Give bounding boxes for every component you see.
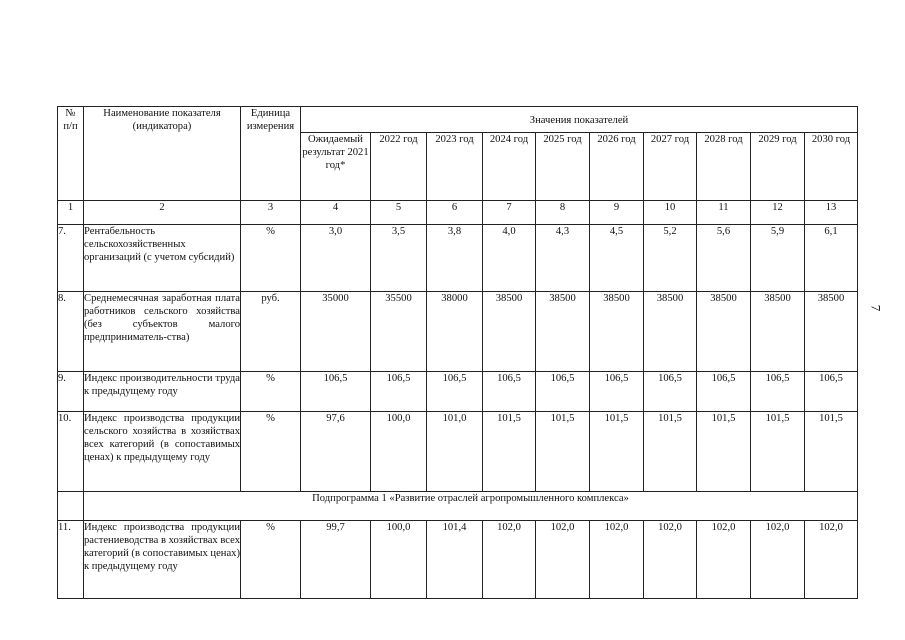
value-cell: 101,5 — [805, 412, 858, 492]
column-number-row — [58, 201, 858, 225]
column-number: 8 — [536, 201, 590, 225]
value-cell: 106,5 — [751, 372, 805, 412]
year-header: 2027 год — [644, 133, 697, 201]
row-number: 10. — [58, 412, 84, 492]
value-cell: 101,5 — [644, 412, 697, 492]
value-cell: 38000 — [427, 292, 483, 372]
value-cell: 106,5 — [371, 372, 427, 412]
value-cell: 101,5 — [536, 412, 590, 492]
header-no: № п/п — [58, 107, 84, 201]
column-number: 11 — [697, 201, 751, 225]
value-cell: 106,5 — [590, 372, 644, 412]
subprogram-title: Подпрограмма 1 «Развитие отраслей агропромышленного комплекса» — [84, 492, 858, 521]
value-cell: 101,5 — [697, 412, 751, 492]
indicator-name: Среднемесячная заработная плата работников сельского хозяйства (без субъектов малого предприниматель-ства) — [84, 292, 241, 372]
unit-cell: % — [241, 412, 301, 492]
column-number: 9 — [590, 201, 644, 225]
year-header: 2025 год — [536, 133, 590, 201]
value-cell: 101,5 — [751, 412, 805, 492]
value-cell: 102,0 — [590, 521, 644, 599]
unit-cell: % — [241, 372, 301, 412]
column-number: 6 — [427, 201, 483, 225]
year-header: 2030 год — [805, 133, 858, 201]
header-row-top — [58, 107, 858, 133]
column-number: 10 — [644, 201, 697, 225]
table-row — [58, 521, 858, 599]
value-cell: 100,0 — [371, 521, 427, 599]
value-cell: 4,0 — [483, 225, 536, 292]
column-number: 2 — [84, 201, 241, 225]
value-cell: 38500 — [590, 292, 644, 372]
value-cell: 102,0 — [751, 521, 805, 599]
year-header: 2024 год — [483, 133, 536, 201]
indicator-name: Рентабельность сельскохозяйственных организаций (с учетом субсидий) — [84, 225, 241, 292]
value-cell: 106,5 — [697, 372, 751, 412]
page-number: 7 — [868, 304, 884, 312]
value-cell: 4,5 — [590, 225, 644, 292]
value-cell: 99,7 — [301, 521, 371, 599]
header-values: Значения показателей — [301, 107, 858, 133]
value-cell: 3,8 — [427, 225, 483, 292]
column-number: 1 — [58, 201, 84, 225]
value-cell: 106,5 — [427, 372, 483, 412]
year-header: 2023 год — [427, 133, 483, 201]
value-cell: 3,5 — [371, 225, 427, 292]
value-cell: 102,0 — [536, 521, 590, 599]
table-row — [58, 372, 858, 412]
year-header: 2029 год — [751, 133, 805, 201]
value-cell: 38500 — [536, 292, 590, 372]
value-cell: 38500 — [805, 292, 858, 372]
value-cell: 38500 — [483, 292, 536, 372]
indicator-name: Индекс производительности труда к предыдущему году — [84, 372, 241, 412]
column-number: 4 — [301, 201, 371, 225]
indicators-table — [57, 106, 858, 599]
value-cell: 97,6 — [301, 412, 371, 492]
table-row — [58, 225, 858, 292]
value-cell: 106,5 — [644, 372, 697, 412]
value-cell: 102,0 — [483, 521, 536, 599]
year-header: 2022 год — [371, 133, 427, 201]
indicator-name: Индекс производства продукции растениеводства в хозяйствах всех категорий (в сопоставимых ценах) к предыдущему году — [84, 521, 241, 599]
column-number: 12 — [751, 201, 805, 225]
column-number: 7 — [483, 201, 536, 225]
value-cell: 101,5 — [483, 412, 536, 492]
value-cell: 3,0 — [301, 225, 371, 292]
column-number: 3 — [241, 201, 301, 225]
table-row — [58, 412, 858, 492]
value-cell: 35000 — [301, 292, 371, 372]
unit-cell: % — [241, 521, 301, 599]
value-cell: 5,2 — [644, 225, 697, 292]
value-cell: 101,5 — [590, 412, 644, 492]
value-cell: 100,0 — [371, 412, 427, 492]
header-unit: Единица измерения — [241, 107, 301, 201]
year-header: 2026 год — [590, 133, 644, 201]
row-number: 7. — [58, 225, 84, 292]
value-cell: 106,5 — [805, 372, 858, 412]
value-cell: 101,4 — [427, 521, 483, 599]
header-name: Наименование показателя (индикатора) — [84, 107, 241, 201]
value-cell: 101,0 — [427, 412, 483, 492]
value-cell: 38500 — [697, 292, 751, 372]
value-cell: 38500 — [751, 292, 805, 372]
value-cell: 102,0 — [697, 521, 751, 599]
table-row — [58, 292, 858, 372]
value-cell: 106,5 — [536, 372, 590, 412]
subprogram-row — [58, 492, 858, 521]
value-cell: 4,3 — [536, 225, 590, 292]
value-cell: 35500 — [371, 292, 427, 372]
year-header: 2028 год — [697, 133, 751, 201]
row-number: 9. — [58, 372, 84, 412]
column-number: 13 — [805, 201, 858, 225]
value-cell: 5,9 — [751, 225, 805, 292]
column-number: 5 — [371, 201, 427, 225]
value-cell: 6,1 — [805, 225, 858, 292]
row-number: 8. — [58, 292, 84, 372]
subprogram-no-cell — [58, 492, 84, 521]
row-number: 11. — [58, 521, 84, 599]
value-cell: 5,6 — [697, 225, 751, 292]
value-cell: 38500 — [644, 292, 697, 372]
indicator-name: Индекс производства продукции сельского хозяйства в хозяйствах всех категорий (в сопоставимых ценах) к предыдущему году — [84, 412, 241, 492]
value-cell: 106,5 — [483, 372, 536, 412]
year-header: Ожидаемый результат 2021 год* — [301, 133, 371, 201]
value-cell: 106,5 — [301, 372, 371, 412]
unit-cell: % — [241, 225, 301, 292]
unit-cell: руб. — [241, 292, 301, 372]
value-cell: 102,0 — [805, 521, 858, 599]
value-cell: 102,0 — [644, 521, 697, 599]
